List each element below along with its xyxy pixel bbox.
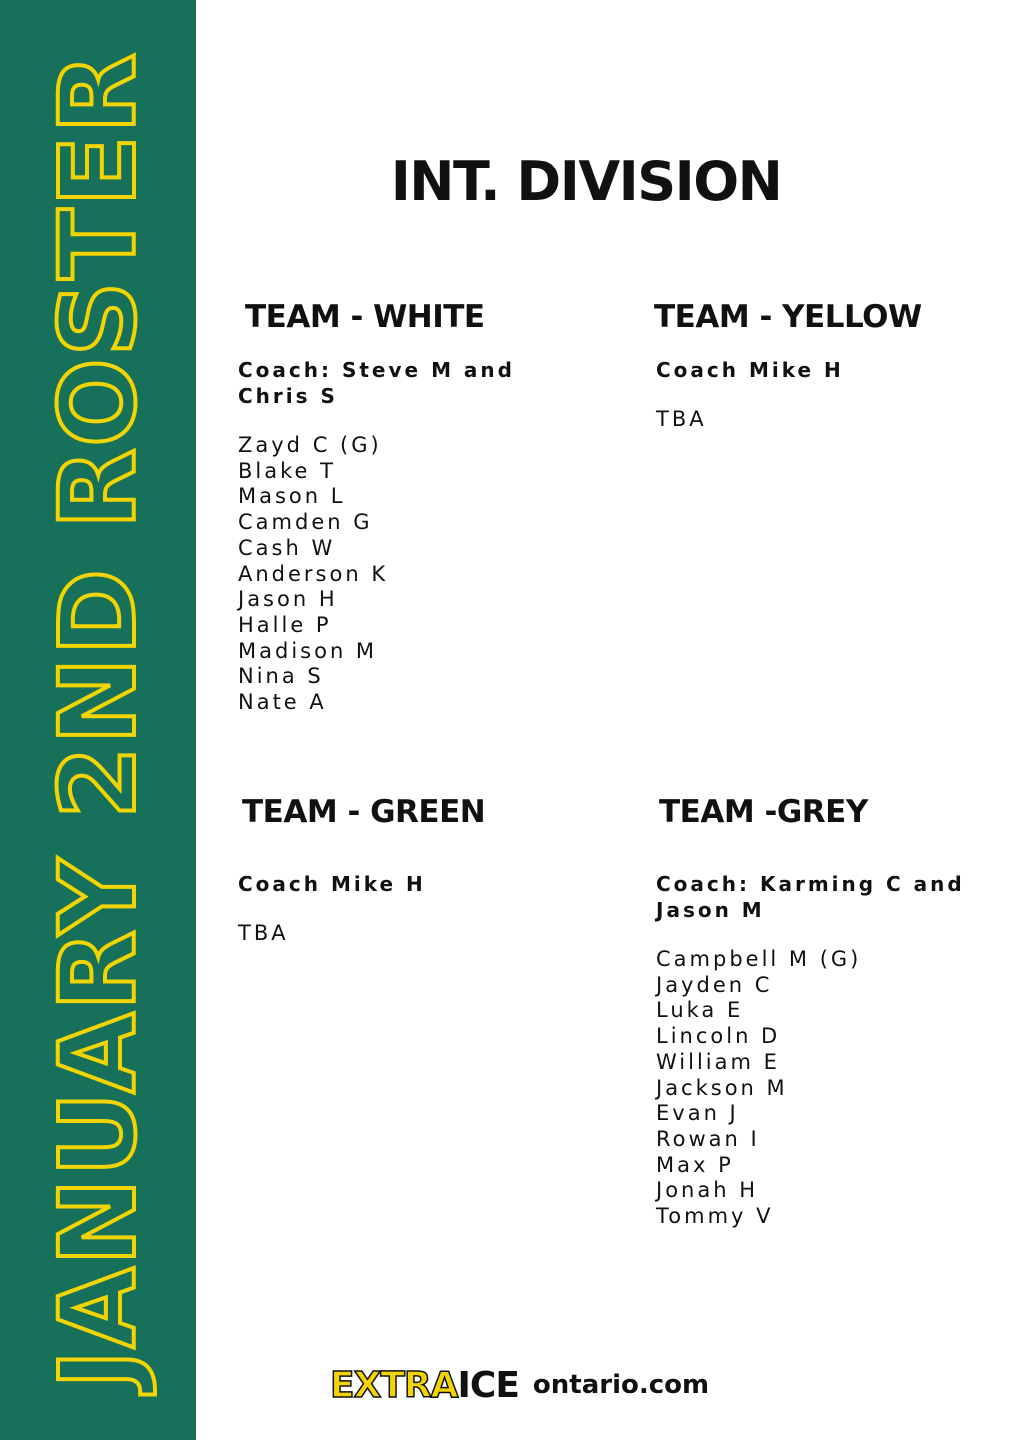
team-yellow-roster — [656, 407, 707, 433]
player-name: Zayd C (G) — [238, 433, 382, 457]
player-name: Tommy V — [656, 1204, 774, 1229]
player-name: Nina S — [238, 664, 324, 689]
player-name: Max P — [656, 1152, 734, 1177]
logo-extra-text: EXTRA — [330, 1364, 458, 1406]
player-name: Campbell M (G) — [656, 947, 862, 971]
team-yellow-coach: Coach Mike H — [656, 358, 844, 382]
player-name: Nate A — [238, 690, 327, 715]
player-name: Camden G — [238, 510, 373, 535]
team-white-roster — [238, 433, 388, 716]
team-green-coach: Coach Mike H — [238, 872, 426, 896]
page-title: INT. DIVISION — [390, 150, 782, 213]
player-name: Jayden C — [656, 972, 773, 997]
sidebar-title: JANUARY 2ND ROSTER — [37, 51, 159, 1389]
footer-url: ontario.com — [532, 1370, 710, 1400]
player-name: William E — [656, 1049, 780, 1074]
player-name: Luka E — [656, 998, 744, 1023]
player-name: Madison M — [238, 638, 378, 663]
team-grey-coach: Coach: Karming C and Jason M — [656, 872, 965, 922]
player-name: Jackson M — [656, 1075, 788, 1100]
player-name: Evan J — [656, 1101, 739, 1126]
player-name: TBA — [238, 921, 289, 945]
team-green-roster — [238, 921, 289, 947]
team-white-coach: Coach: Steve M and Chris S — [238, 358, 515, 408]
player-name: Halle P — [238, 612, 332, 637]
team-grey-heading: TEAM -GREY — [659, 794, 868, 830]
team-green-heading: TEAM - GREEN — [242, 794, 486, 830]
sidebar-banner — [0, 0, 196, 1440]
logo-ice-text: ICE — [457, 1364, 519, 1406]
footer-logo — [330, 1363, 709, 1407]
team-grey-roster — [656, 947, 861, 1230]
player-name: Cash W — [238, 535, 336, 560]
player-name: Rowan I — [656, 1126, 760, 1151]
team-yellow-heading: TEAM - YELLOW — [654, 299, 922, 335]
team-white-heading: TEAM - WHITE — [245, 299, 485, 335]
player-name: Lincoln D — [656, 1024, 781, 1049]
player-name: Jonah H — [656, 1178, 758, 1203]
player-name: Blake T — [238, 458, 336, 483]
player-name: Anderson K — [238, 561, 389, 586]
player-name: Mason L — [238, 484, 346, 509]
player-name: Jason H — [238, 587, 338, 612]
player-name: TBA — [656, 407, 707, 431]
